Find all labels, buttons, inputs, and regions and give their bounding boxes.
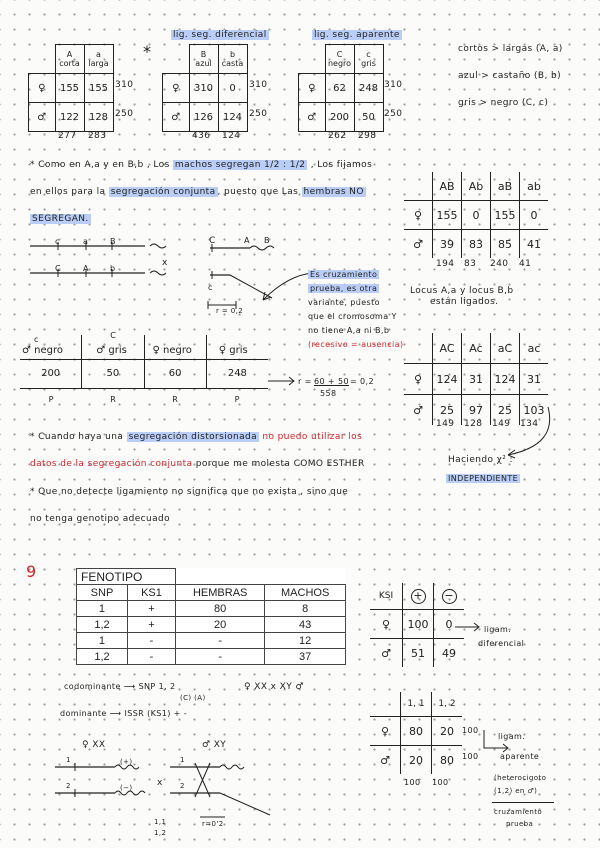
male-xy: ♂ XY — [202, 740, 227, 750]
cross-chromosome-diagram — [50, 755, 280, 825]
ksi-note: ligam. — [484, 625, 512, 634]
col-total: 436 — [192, 131, 211, 141]
female-xx: ♀ XX — [82, 740, 106, 750]
punnett-B: B azul b casta ♀ 310 0 ♂ 126 124 — [162, 44, 248, 132]
row-total: 100 — [462, 752, 479, 761]
allele-label: 2 — [180, 782, 185, 790]
star-mark: * — [143, 42, 151, 61]
col-total: 128 — [464, 419, 483, 429]
female-icon: ♀ — [404, 201, 433, 230]
allele-label: 2 — [66, 782, 71, 790]
minus-label: (−) — [120, 784, 133, 792]
arrow — [498, 405, 558, 460]
ksi-note: diferencial — [478, 639, 525, 648]
r-formula: 60 + 50 — [314, 377, 349, 386]
para2-line4: no tenga genotipo adecuado — [30, 514, 171, 524]
row-total: 310 — [115, 80, 134, 90]
snp-note: ligam. — [498, 732, 526, 741]
row-total: 250 — [249, 109, 268, 119]
fenotipo-table: FENOTIPO SNP KS1 HEMBRAS MACHOS 1 + 80 8 1,2 + 20 43 1 - - 12 1,2 - - 37 — [76, 568, 346, 665]
plus-icon: + — [411, 589, 426, 604]
col-total: 124 — [222, 131, 241, 141]
row-total: 310 — [384, 80, 403, 90]
locus-label: B — [264, 236, 270, 245]
female-icon: ♀ — [404, 364, 433, 395]
arrow — [455, 622, 483, 632]
col-total: 134 — [520, 419, 539, 429]
chi-note: Haciendo χ² : — [448, 455, 513, 465]
female-icon: ♀ — [163, 74, 190, 103]
cz-note: cruzamiento — [494, 808, 543, 816]
col-total: 283 — [88, 131, 107, 141]
genotype-label: 1,2 — [154, 829, 167, 837]
male-icon: ♂ — [404, 230, 433, 259]
locus-label: b — [110, 264, 116, 273]
arrow — [268, 376, 298, 386]
genotype-label: 1,1 — [154, 818, 167, 826]
cross-parents: ♀ XX x XY ♂ — [244, 682, 304, 692]
punnett-C: C negro c gris ♀ 62 248 ♂ 200 50 — [298, 44, 384, 132]
col-total: 194 — [436, 259, 455, 269]
minus-icon: − — [442, 589, 457, 604]
note-cruzamiento: Es cruzamiento prueba, es otra variante, puesto que el cromosoma Y no tiene A,a ni B,b (recesivo = ausencia) — [308, 270, 404, 349]
locus-label: B — [110, 237, 116, 246]
cz-note: prueba — [506, 820, 534, 828]
locus-label: C — [55, 264, 61, 273]
col-total: 277 — [58, 131, 77, 141]
dominance-note: azul > castaño (B, b) — [458, 71, 562, 81]
male-icon: ♂ — [163, 103, 190, 132]
para2-line1: * Cuando haya una segregación distorsionada no puedo utilizar los — [30, 432, 363, 442]
locus-label: A — [244, 236, 250, 245]
col-total: 240 — [490, 259, 509, 269]
linked-note: están ligados. — [430, 297, 499, 307]
col-total: 100 — [404, 778, 421, 787]
cca-label: (C) (A) — [180, 694, 206, 702]
col-total: 149 — [436, 419, 455, 429]
punnett-A: A corta a larga ♀ 155 155 ♂ 122 128 — [28, 44, 114, 132]
female-icon: ♀ — [370, 610, 403, 639]
independiente: INDEPENDIENTE — [448, 474, 519, 483]
linked-note: Locus A,a y locus B,b — [410, 286, 514, 296]
r-formula: 558 — [320, 389, 337, 398]
divider — [492, 802, 554, 803]
het-note: (1,2) en ♂) — [494, 787, 538, 795]
dominance-note: gris > negro (C, c) — [458, 98, 549, 108]
recomb-label: r = 0,2 — [216, 307, 244, 315]
dominante-line: dominante ⟶ ISSR (KS1) + - — [60, 709, 188, 718]
female-icon: ♀ — [299, 74, 326, 103]
locus-label: A — [83, 264, 89, 273]
r-formula: = 0,2 — [350, 377, 374, 386]
para1-line3: SEGREGAN. — [32, 214, 89, 224]
title-aparente: lig. seg. aparente — [314, 30, 400, 40]
para2-line3: * Que no detecte ligamiento no significa que no exista , sino que — [30, 487, 349, 497]
title-diferencial: lig. seg. diferencial — [173, 30, 267, 40]
r-formula: r = — [298, 377, 312, 386]
locus-label: c — [208, 283, 213, 292]
recomb-label: r=0'2 — [202, 820, 224, 828]
allele-label: 1 — [180, 756, 185, 764]
row-total: 250 — [384, 109, 403, 119]
col-total: 41 — [519, 259, 532, 269]
male-icon: ♂ — [29, 103, 56, 132]
plus-label: (+) — [120, 758, 133, 766]
dominance-note: cortos > largas (A, a) — [458, 44, 563, 54]
male-icon: ♂ — [404, 395, 433, 426]
col-total: 262 — [328, 131, 347, 141]
male-icon: ♂ — [370, 746, 401, 775]
female-icon: ♀ — [29, 74, 56, 103]
cross-mark: x — [157, 778, 163, 788]
row-total: 250 — [115, 109, 134, 119]
allele-label: 1 — [66, 756, 71, 764]
female-icon: ♀ — [370, 717, 401, 746]
para1-line2: en ellos para la segregación conjunta , puesto que Las hembras NO — [30, 187, 364, 197]
cross-mark: x — [162, 258, 168, 268]
snp-note: aparente — [500, 752, 540, 761]
exercise-number: 9 — [26, 562, 37, 581]
col-total: 100 — [432, 778, 449, 787]
snp-table: 1, 1 1, 2 ♀ 80 20 ♂ 20 80 — [370, 692, 462, 774]
col-total: 298 — [358, 131, 377, 141]
ksi-table: KSI + − ♀ 100 0 ♂ 51 49 — [370, 583, 464, 667]
color-table: c ♂ negro C ♂ gris ♀ negro ♀ gris 200 50 60 248 P R R P — [20, 335, 268, 409]
codominante-line: codominante ⟶ SNP 1, 2 — [64, 682, 176, 691]
row-total: 100 — [462, 726, 479, 735]
het-note: (heterocigoto — [494, 774, 547, 782]
locus-label: c — [55, 237, 60, 246]
row-total: 310 — [249, 80, 268, 90]
col-total: 83 — [464, 259, 477, 269]
col-total: 149 — [492, 419, 511, 429]
table-AC: AC Ac aC ac ♀ 124 31 124 31 ♂ 25 97 25 103 — [404, 333, 548, 425]
locus-label: C — [209, 236, 216, 246]
locus-label: a — [83, 237, 88, 246]
table-AB: AB Ab aB ab ♀ 155 0 155 0 ♂ 39 83 85 41 — [404, 172, 548, 258]
male-icon: ♂ — [370, 639, 403, 668]
para2-line2: datos de la segregación conjunta porque me molesta COMO ESTHER — [30, 459, 365, 469]
para1-line1: * Como en A,a y en B,b , Los machos segregan 1/2 : 1/2 , Los fijamos — [30, 160, 373, 170]
male-icon: ♂ — [299, 103, 326, 132]
